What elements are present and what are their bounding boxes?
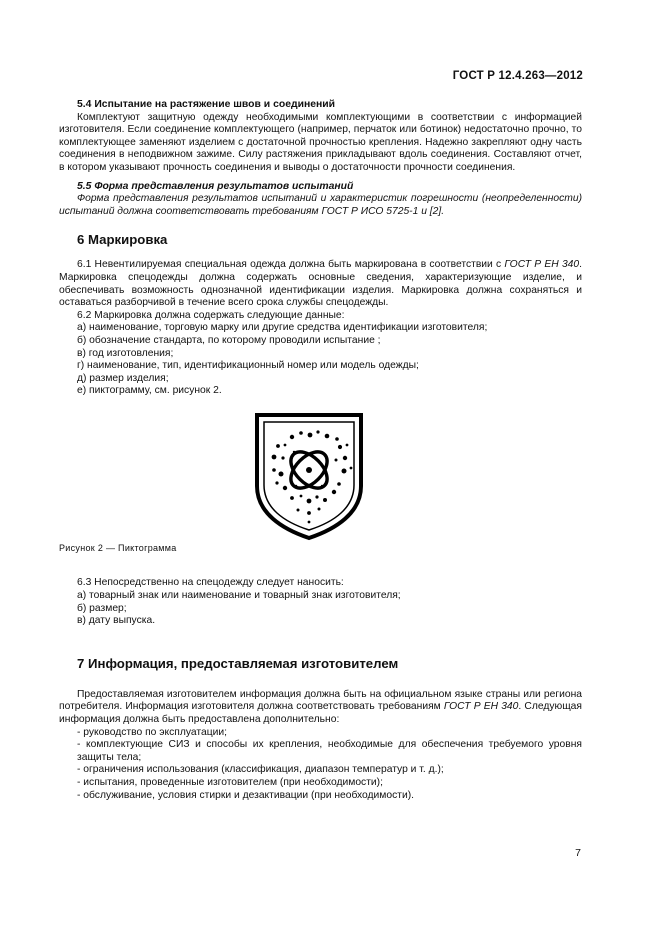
list-item: б) обозначение стандарта, по которому проводили испытание ;: [77, 334, 381, 346]
list-item: г) наименование, тип, идентификационный номер или модель одежды;: [77, 360, 419, 372]
list-item: д) размер изделия;: [77, 372, 169, 384]
section-6-heading: 6 Маркировка: [77, 232, 168, 248]
list-item: а) наименование, торговую марку или другие средства идентификации изготовителя;: [77, 322, 488, 334]
section-7-heading: 7 Информация, предоставляемая изготовителем: [77, 655, 399, 671]
list-item: - руководство по эксплуатации;: [77, 726, 227, 738]
section-5-5-text: Форма представления результатов испытаний и характеристик погрешности (неопределенности) испытаний должна соответствовать требованиям ГОСТ Р ИСО 5725-1 и [2].: [59, 193, 582, 217]
section-5-4-text: Комплектуют защитную одежду необходимыми комплектующими в соответствии с информацией изготовителя. Если соединение комплектующего (например, перчаток или ботинок) недостаточно прочно, то комплектующее заменяют изделием с достаточной прочностью крепления. Надежно закрепляют одну часть соединения в неподвижном зажиме. Силу растяжения прикладывают вдоль соединения. Составляют отчет, в котором указывают прочность соединения и выводы о достаточности прочности соединения.: [59, 111, 582, 173]
list-item: - обслуживание, условия стирки и дезактивации (при необходимости).: [77, 789, 415, 801]
figure-caption: Рисунок 2 — Пиктограмма: [59, 542, 177, 553]
section-6-1-part-b: . Маркировка спецодежды должна содержать основные сведения, характеризующие изделие, и обеспечивать возможность однозначной идентификации изделия. Маркировка должна сохраняться и оставаться разборчивой в течение всего срока службы спецодежды.: [59, 259, 582, 309]
section-6-1-part-a: 6.1 Невентилируемая специальная одежда должна быть маркирована в соответствии с: [77, 259, 505, 271]
marking-data-list: [59, 322, 582, 398]
gost-reference-link: ГОСТ Р ЕН 340: [504, 259, 580, 271]
list-item: - комплектующие СИЗ и способы их крепления, необходимые для обеспечения требуемого уровня защиты тела;: [77, 739, 582, 763]
list-item: в) год изготовления;: [77, 347, 174, 359]
document-code-header: ГОСТ Р 12.4.263—2012: [452, 70, 583, 82]
manufacturer-info-list: [59, 727, 582, 803]
radioactive-particles-pictogram-icon: [254, 412, 364, 542]
list-item: е) пиктограмму, см. рисунок 2.: [77, 385, 222, 397]
list-item: в) дату выпуска.: [77, 615, 156, 627]
section-7-part-a: Предоставляемая изготовителем информация должна быть на официальном языке страны или региона потребителя. Информация изготовителя должна соответствовать требованиям: [59, 688, 582, 713]
section-6-2-text: 6.2 Маркировка должна содержать следующие данные:: [77, 309, 345, 321]
section-5-5-title: 5.5 Форма представления результатов испытаний: [77, 180, 354, 192]
section-7-text: [59, 689, 582, 727]
gost-reference-link: ГОСТ Р ЕН 340: [443, 701, 519, 713]
pictogram-figure: [254, 412, 364, 542]
direct-marking-list: [59, 590, 582, 628]
section-7-part-b: . Следующая информация должна быть предоставлена дополнительно:: [59, 701, 582, 726]
list-item: - ограничения использования (классификация, диапазон температур и т. д.);: [77, 764, 444, 776]
section-6-3-text: 6.3 Непосредственно на спецодежду следует наносить:: [77, 577, 344, 589]
document-body: [59, 99, 582, 802]
section-6-1-text: [59, 259, 582, 309]
page-number: 7: [575, 847, 581, 859]
list-item: б) размер;: [77, 602, 127, 614]
list-item: - испытания, проведенные изготовителем (при необходимости);: [77, 777, 383, 788]
list-item: а) товарный знак или наименование и товарный знак изготовителя;: [77, 590, 401, 602]
section-5-4-title: 5.4 Испытание на растяжение швов и соединений: [77, 99, 336, 110]
